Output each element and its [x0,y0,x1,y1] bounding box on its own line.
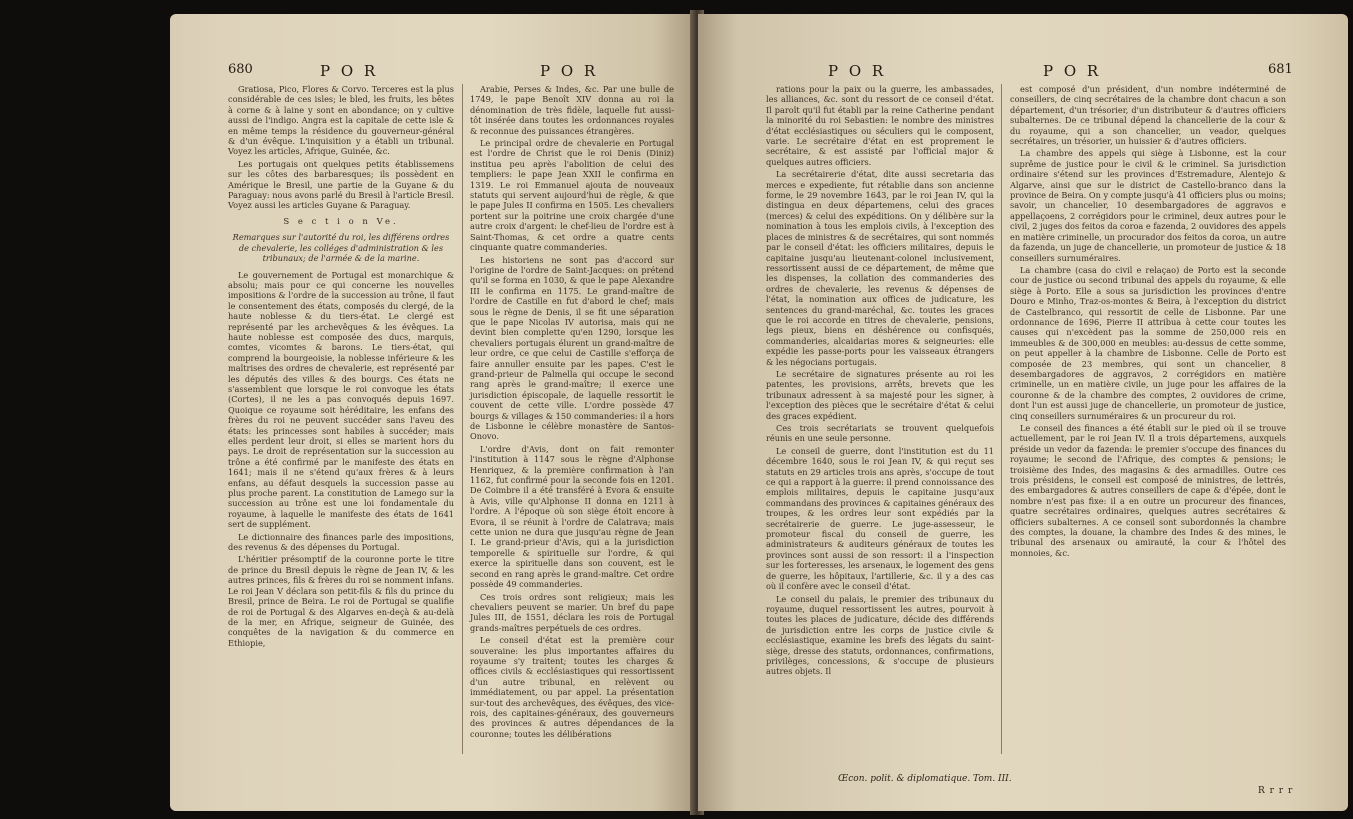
left-page-number: 680 [228,62,253,77]
section-heading: S e c t i o n Ve. [283,216,399,227]
right-page [698,14,1348,811]
left-column-2 [470,84,674,741]
right-column-1 [766,84,994,679]
left-page [170,14,695,811]
paragraph: Le conseil de guerre, dont l'institution est du 11 décembre 1640, sous le roi Jean IV, & qui reçut ses statuts en 29 articles trois ans après, s'occupe de tout ce qui a rapport à la guerre: il prend connoissance des emplois militaires, depuis le capitaine jusqu'aux commandans des provinces & capitaines généraux des troupes, & les ordres leur sont expédiés par la secrétairerie de guerre. Le juge-assesseur, le promoteur fiscal du conseil de guerre, les administrateurs & auditeurs généraux de toutes les provinces sont aussi de son ressort: il a l'inspection sur les forteresses, les arsenaux, le logement des gens de guerre, les hôpitaux, l'artillerie, &c. il y a des cas où il confère avec le conseil d'état. [766,445,994,592]
paragraph: Le conseil du palais, le premier des tribunaux du royaume, duquel ressortissent les autres, pourvoit à toutes les places de judicature, décide des différends de jurisdiction entre les corps de justice civile & ecclésiastique, examine les brefs des légats du saint-siège, dresse des statuts, ordonnances, confirmations, privilèges, concessions, & s'occupe de plusieurs autres objets. Il [766,593,994,677]
paragraph: La chambre (casa do civil e relaçao) de Porto est la seconde cour de justice ou second tribunal des appels du royaume, & elle siège à Porto. Elle a sous sa jurisdiction les provinces d'entre Douro e Minho, Traz-os-montes & Beira, à l'exception du district de Castelbranco, qui ressortit de celle de Lisbonne. Par une ordonnance de 1696, Pierre II attribua à cette cour toutes les causes qui n'excèdent pas la somme de 250,000 reis en immeubles & de 300,000 en meubles: au-dessus de cette somme, on peut appeller à la chambre de Lisbonne. Celle de Porto est composée de 23 membres, qui sont un chancelier, 8 desembargadores de aggravos, 2 corrégidors en matière criminelle, un en matière civile, un juge pour les affaires de la couronne & de la chambre des comptes, 2 ouvidores de crime, dont l'un est aussi juge de chancellerie, un promoteur de justice, cinq conseillers surnuméraires & un procureur du roi. [1010,264,1286,421]
paragraph: L'ordre d'Avis, dont on fait remonter l'institution à 1147 sous le règne d'Alphonse Henriquez, & la première confirmation à l'an 1162, fut confirmé pour la seconde fois en 1201. De Coimbre il a été transféré à Evora & ensuite à Avis, ville qu'Alphonse II donna en 1211 à l'ordre. A l'époque où son siège étoit encore à Evora, il se réunit à l'ordre de Calatrava; mais cette union ne dura que jusqu'au règne de Jean I. Le grand-prieur d'Avis, qui a la jurisdiction temporelle & spirituelle sur l'ordre, & qui exerce la spirituelle dans son couvent, est le second en rang après le grand-maître. Cet ordre possède 49 commanderies. [470,443,674,590]
column-rule [462,84,463,754]
left-column-1 [228,84,454,650]
paragraph: Le secrétaire de signatures présente au roi les patentes, les provisions, arrêts, brevets que les tribunaux adressent à sa majesté pour les signer, à l'exception des pièces que le secrétaire d'état & celui des graces expédient. [766,368,994,421]
signature-mark: R r r r [1258,786,1294,796]
paragraph: Ces trois ordres sont religieux; mais les chevaliers peuvent se marier. Un bref du pape Jules III, de 1551, déclara les rois de Portugal grands-maîtres perpétuels de ces ordres. [470,591,674,633]
paragraph: est composé d'un président, d'un nombre indéterminé de conseillers, de cinq secrétaires de la chambre dont chacun a son département, d'un trésorier, d'un distributeur & d'autres officiers subalternes. De ce tribunal dépend la chancellerie de la cour & du royaume, qui a son chancelier, un veador, quelques secrétaires, un trésorier, un huissier & d'autres officiers. [1010,84,1286,147]
paragraph: Arabie, Perses & Indes, &c. Par une bulle de 1749, le pape Benoît XIV donna au roi la dénomination de très fidèle, laquelle fut aussi-tôt insérée dans toutes les ordonnances royales & reconnue des puissances étrangères. [470,84,674,136]
left-running-head-2: P O R [540,62,599,80]
paragraph: Les historiens ne sont pas d'accord sur l'origine de l'ordre de Saint-Jacques: on prétend qu'il se forma en 1030, & que le pape Alexandre III le confirma en 1175. Le grand-maître de l'ordre de Castille en fut d'abord le chef; mais sous le règne de Denis, il se fit une séparation que le pape Nicolas IV autorisa, mais qui ne devint bien complette qu'en 1290, lorsque les chevaliers portugais élurent un grand-maître de leur ordre, ce que celui de Castille s'efforça de faire annuller ensuite par les papes. C'est le grand-prieur de Palmella qui occupe le second rang après le grand-maître; il exerce une jurisdiction épiscopale, de laquelle ressortit le couvent de cette ville. L'ordre possède 47 bourgs & villages & 150 commanderies: il a hors de Lisbonne le célèbre monastère de Santos-Onovo. [470,254,674,442]
paragraph: Gratiosa, Pico, Flores & Corvo. Terceres est la plus considérable de ces isles; le bled, les fruits, les bêtes à corne & à laine y sont en abondance; on y cultive aussi de l'indigo. Angra est la capitale de cette isle & en même temps la résidence du gouverneur-général & d'un évêque. L'inquisition y a établi un tribunal. Voyez les articles, Afrique, Guinée, &c. [228,84,454,157]
right-column-2 [1010,84,1286,560]
paragraph: Les portugais ont quelques petits établissemens sur les côtes des barbaresques; ils possèdent en Amérique le Bresil, une partie de la Guyane & du Paraguay: nous avons parlé du Bresil à l'article Bresil. Voyez aussi les articles Guyane & Paraguay. [228,158,454,211]
paragraph: Le gouvernement de Portugal est monarchique & absolu; mais pour ce qui concerne les nouvelles impositions & l'ordre de la succession au trône, il faut le consentement des états, composés du clergé, de la haute noblesse & du tiers-état. Le clergé est représenté par les archevêques & les évêques. La haute noblesse est composée des ducs, marquis, comtes, vicomtes & barons. Le tiers-état, qui comprend la bourgeoisie, la noblesse inférieure & les maîtrises des ordres de chevalerie, est représenté par les députés des villes & des bourgs. Ces états ne s'assemblent que lorsque le roi convoque les états (Cortes), il ne les a pas convoqués depuis 1697. Quoique ce royaume soit héréditaire, les enfans des frères du roi ne peuvent succéder sans l'aveu des états: les princesses sont habiles à succéder; mais elles perdent leur droit, si elles se marient hors du pays. Le droit de représentation sur la succession au trône a été confirmé par le manifeste des états en 1641; mais il ne s'étend qu'aux frères & à leurs enfans, au défaut desquels la succession passe au plus proche parent. La constitution de Lamego sur la succession au trône est une loi fondamentale du royaume, à laquelle le manifeste des états de 1641 sert de supplément. [228,269,454,530]
column-rule [1001,84,1002,754]
paragraph: La secrétairerie d'état, dite aussi secretaria das merces e expediente, fut rétablie dans son ancienne forme, le 29 novembre 1643, par le roi Jean IV, qui la distingua en deux départemens, celui des graces (merces) & celui des expéditions. On y délibère sur la nomination à tous les emplois civils, à l'exception des places de ministres & de secrétaires, qui sont nommés par le conseil d'état: les officiers militaires, depuis le capitaine jusqu'au lieutenant-colonel inclusivement, ressortissent aussi de ce département, de même que les dispenses, la collation des commanderies des ordres de chevalerie, les revenus & dépenses de l'état, la nomination aux offices de judicature, les sentences du grand-maréchal, &c. toutes les graces que le roi accorde en titres de chevalerie, pensions, legs pieux, biens en déshérence ou confisqués, commanderies, alcaidarias mores & seigneuries: elle expédie les passe-ports pour les vaisseaux étrangers & les négocians portugais. [766,169,994,367]
right-running-head-2: P O R [1043,62,1102,80]
left-running-head-1: P O R [320,62,379,80]
paragraph: Le principal ordre de chevalerie en Portugal est l'ordre de Christ que le roi Denis (Diniz) institua peu après l'abolition de celui des templiers: le pape Jean XXII le confirma en 1319. Le roi Emmanuel ajouta de nouveaux statuts qui servent aujourd'hui de règle, & que le pape Jules II confirma en 1505. Les chevaliers portent sur la poitrine une croix chargée d'une autre croix d'argent: le chef-lieu de l'ordre est à Saint-Thomas, & cet ordre a quatre cents cinquante quatre commanderies. [470,138,674,253]
paragraph: L'héritier présomptif de la couronne porte le titre de prince du Bresil depuis le règne de Jean IV, & les autres princes, fils & frères du roi se nomment infans. Le roi Jean V déclara son petit-fils & fils du prince du Bresil, prince de Beira. Le roi de Portugal se qualifie de roi de Portugal & des Algarves en-deçà & au-delà de la mer, en Afrique, seigneur de Guinée, des conquêtes de la navigation & du commerce en Ethiopie, [228,554,454,648]
footer-title: Œcon. polit. & diplomatique. Tom. III. [838,774,1012,784]
right-page-number: 681 [1268,62,1293,77]
paragraph: rations pour la paix ou la guerre, les ambassades, les alliances, &c. sont du ressort de ce conseil d'état. Il paroît qu'il fut établi par la reine Catherine pendant la minorité du roi Sebastien: le nombre des ministres d'état ecclésiastiques ou séculiers qui le composent, varie. Le secrétaire d'état en est proprement le secrétaire, & est assisté par l'official major & quelques autres officiers. [766,84,994,167]
right-running-head-1: P O R [828,62,887,80]
section-remarks: Remarques sur l'autorité du roi, les différens ordres de chevalerie, les colléges d'administration & les tribunaux; de l'armée & de la marine. [232,232,450,264]
paragraph: Le conseil d'état est la première cour souveraine: les plus importantes affaires du royaume s'y traitent; toutes les charges & offices civils & ecclésiastiques qui ressortissent d'un autre tribunal, en relèvent ou immédiatement, ou par appel. La présentation sur-tout des archevêques, des évêques, des vice-rois, des capitaines-généraux, des gouverneurs des provinces & autres dépendances de la couronne; toutes les délibérations [470,635,674,739]
paragraph: La chambre des appels qui siège à Lisbonne, est la cour suprême de justice pour le civil & le criminel. Sa jurisdiction ordinaire s'étend sur les provinces d'Estremadure, Alentejo & Algarve, ainsi que sur le district de Castello-branco dans la province de Beira. On y compte jusqu'à 41 officiers plus ou moins; savoir, un chancelier, 10 desembargadores de aggravos e appellaçoens, 2 corrégidors pour le criminel, deux autres pour le civil, 2 juges dos feitos da coroa e fazenda, 2 ouvidores des appels en matière criminelle, un procurador dos feitos da coroa, un autre da fazenda, un juge de chancellerie, un promoteur de justice & 18 conseillers surnuméraires. [1010,148,1286,263]
paragraph: Le conseil des finances a été établi sur le pied où il se trouve actuellement, par le roi Jean IV. Il a trois départemens, auxquels préside un vedor da fazenda: le premier s'occupe des finances du royaume; le second de l'Afrique, des comptes & pensions; le troisième des Indes, des magasins & des armadilles. Outre ces trois présidens, le conseil est composé de ministres, de lettrés, des embargadores & autres conseillers de cape & d'épée, dont le nombre n'est pas fixe: il a en outre un procureur des finances, quatre secrétaires ordinaires, quelques autres secrétaires & officiers subalternes. A ce conseil sont subordonnés la chambre des comptes, la douane, la chambre des Indes & des mines, le tribunal des arsenaux ou amirauté, la cour & l'hôtel des monnoies, &c. [1010,423,1286,558]
paragraph: Le dictionnaire des finances parle des impositions, des revenus & des dépenses du Portugal. [228,531,454,553]
paragraph: Ces trois secrétariats se trouvent quelquefois réunis en une seule personne. [766,423,994,444]
